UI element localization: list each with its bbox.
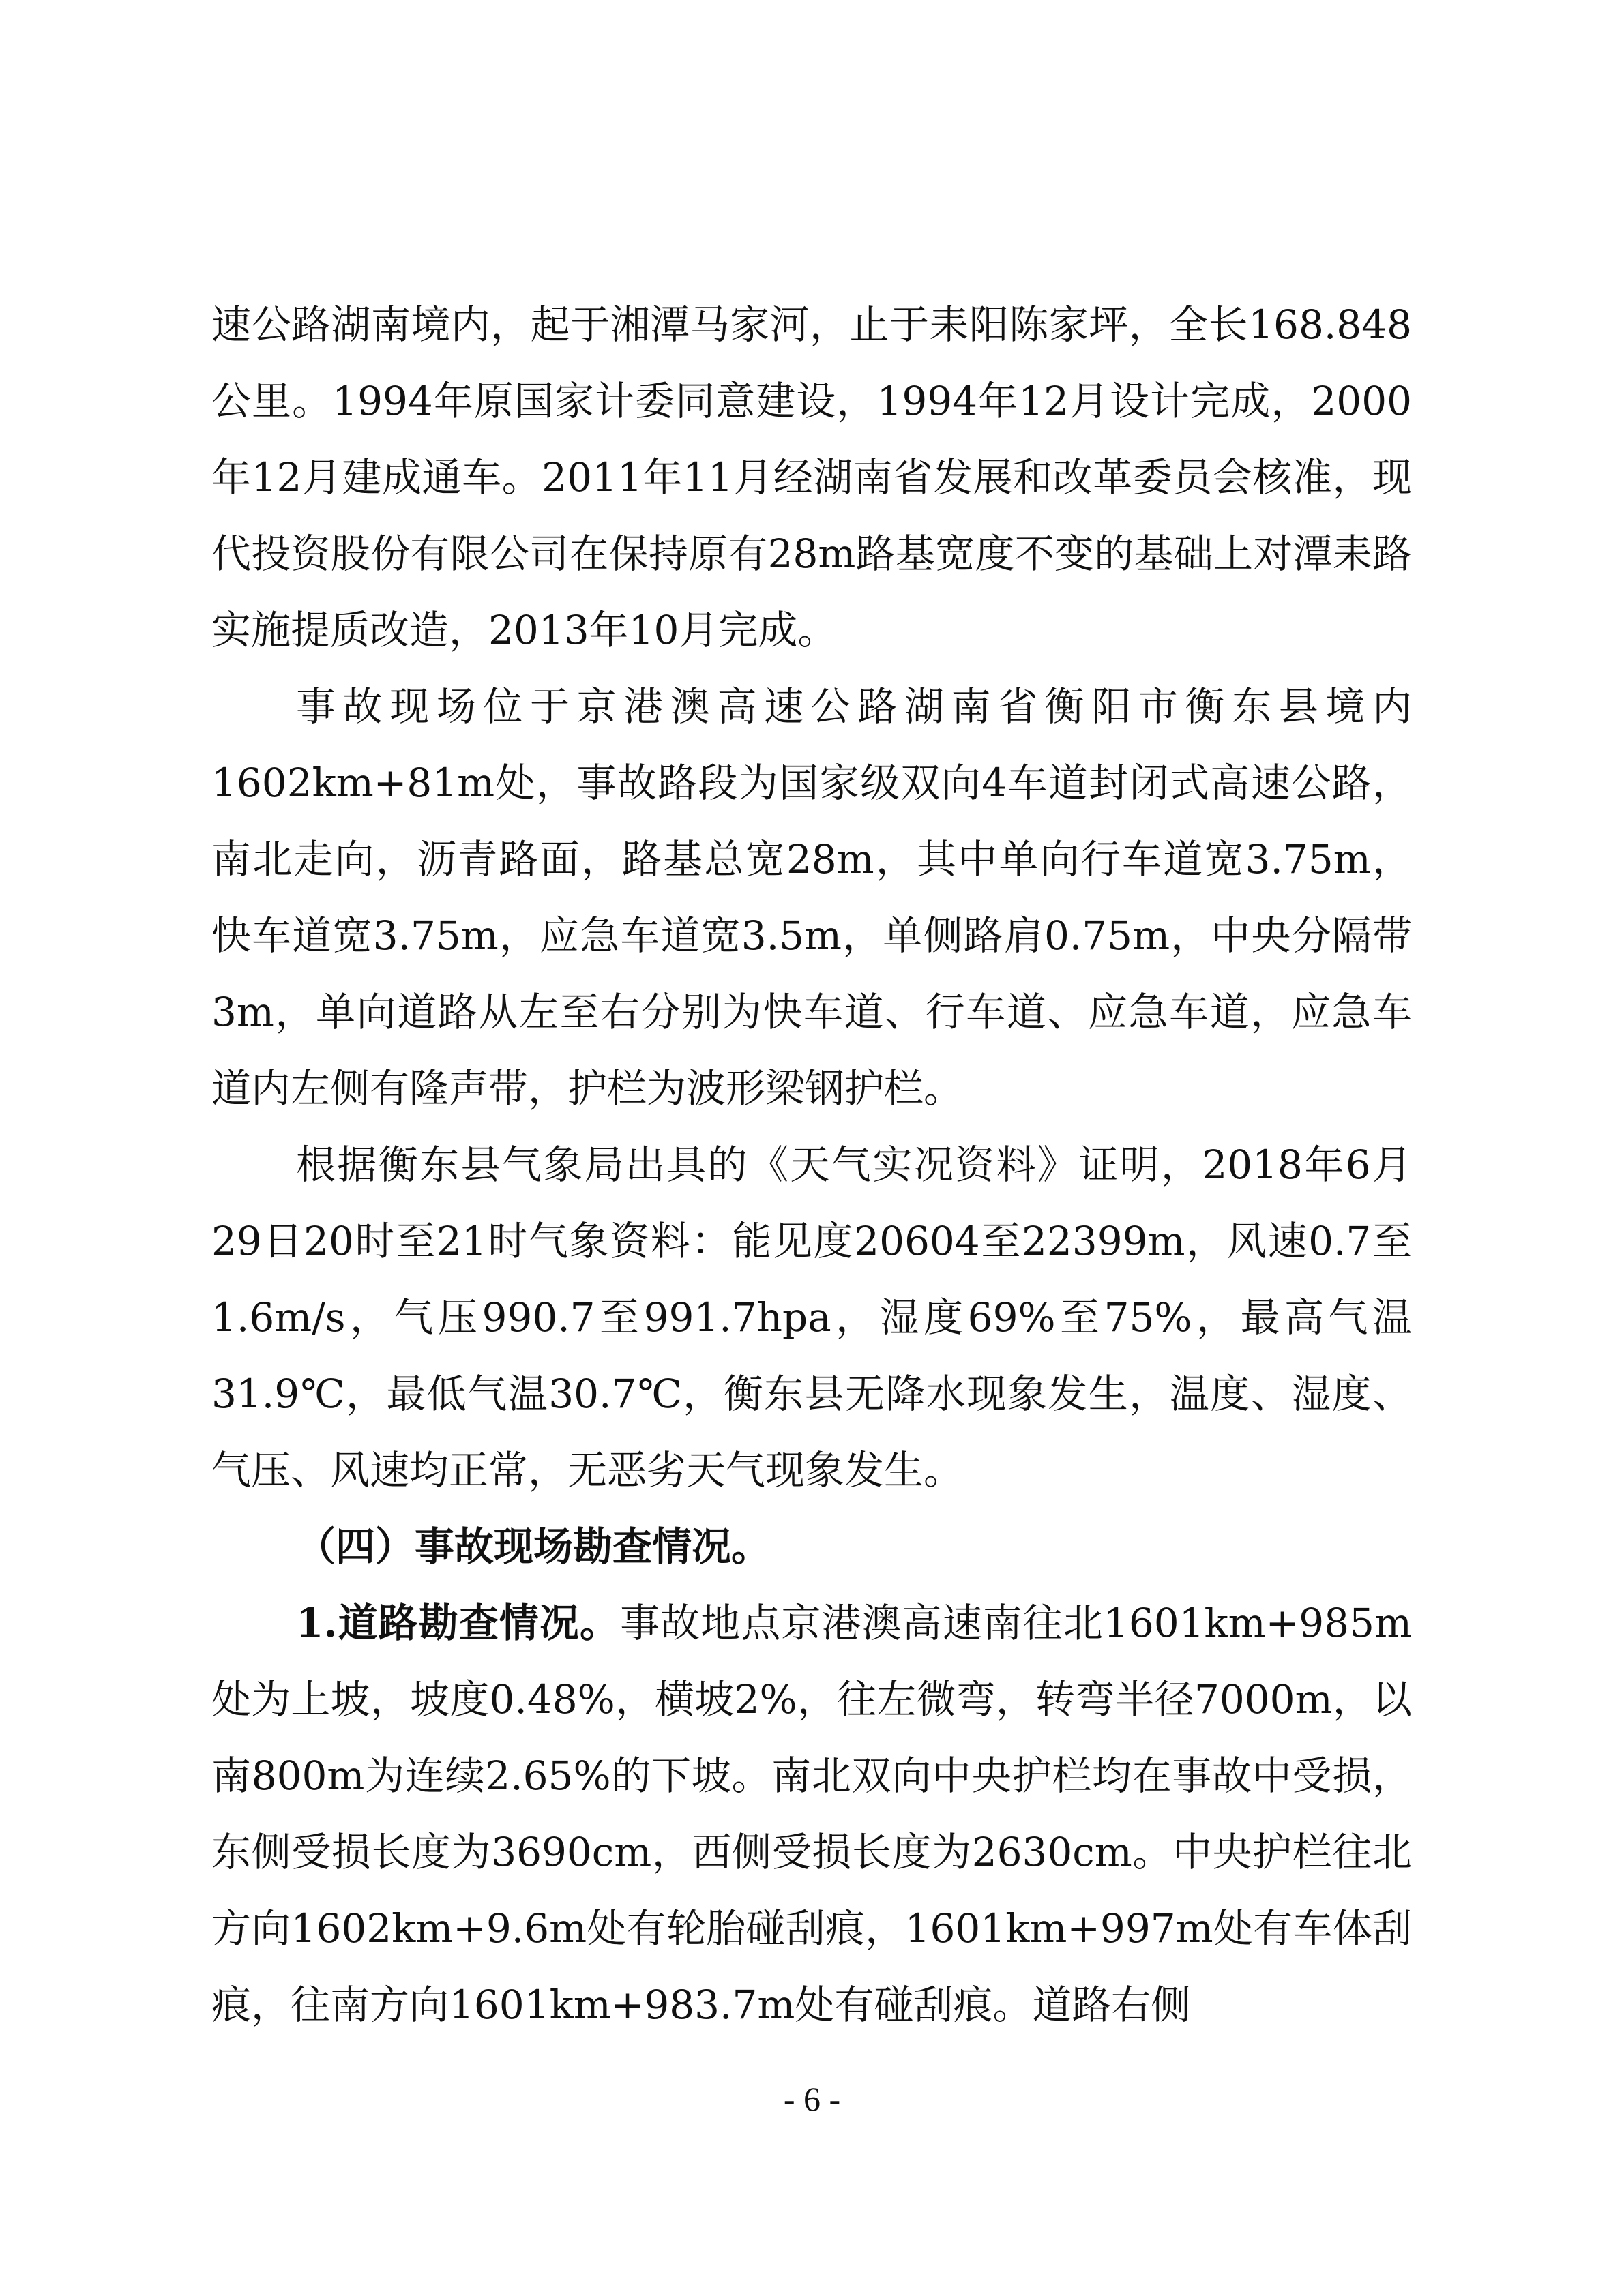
road-survey-text: 事故地点京港澳高速南往北1601km+985m处为上坡，坡度0.48%，横坡2%，往左微弯，转弯半径7000m，以南800m为连续2.65%的下坡。南北双向中央护栏均在事故中受损，东侧受损长度为3690cm，西侧受损长度为2630cm。中央护栏往北方向1602km+9.6m处有轮胎碰刮痕，1601km+997m处有车体刮痕，往南方向1601km+983.7m处有碰刮痕。道路右侧 — [211, 1600, 1412, 2028]
paragraph-road-survey — [211, 1585, 1412, 2043]
document-page — [211, 286, 1412, 2043]
road-survey-lead: 1.道路勘查情况。 — [296, 1600, 621, 1646]
paragraph-weather: 根据衡东县气象局出具的《天气实况资料》证明，2018年6月29日20时至21时气象资料：能见度20604至22399m，风速0.7至1.6m/s，气压990.7至991.7hpa，湿度69%至75%，最高气温31.9℃，最低气温30.7℃，衡东县无降水现象发生，温度、湿度、气压、风速均正常，无恶劣天气现象发生。 — [211, 1142, 1412, 1493]
paragraph-road-intro: 速公路湖南境内，起于湘潭马家河，止于耒阳陈家坪，全长168.848公里。1994年原国家计委同意建设，1994年12月设计完成，2000年12月建成通车。2011年11月经湖南省发展和改革委员会核准，现代投资股份有限公司在保持原有28m路基宽度不变的基础上对潭耒路实施提质改造，2013年10月完成。 — [211, 301, 1412, 653]
page-number: - 6 - — [783, 2080, 841, 2118]
paragraph-accident-site: 事故现场位于京港澳高速公路湖南省衡阳市衡东县境内1602km+81m处，事故路段为国家级双向4车道封闭式高速公路，南北走向，沥青路面，路基总宽28m，其中单向行车道宽3.75m，快车道宽3.75m，应急车道宽3.5m，单侧路肩0.75m，中央分隔带3m，单向道路从左至右分别为快车道、行车道、应急车道，应急车道内左侧有隆声带，护栏为波形梁钢护栏。 — [211, 683, 1412, 1112]
section-heading: （四）事故现场勘查情况。 — [296, 1523, 771, 1570]
